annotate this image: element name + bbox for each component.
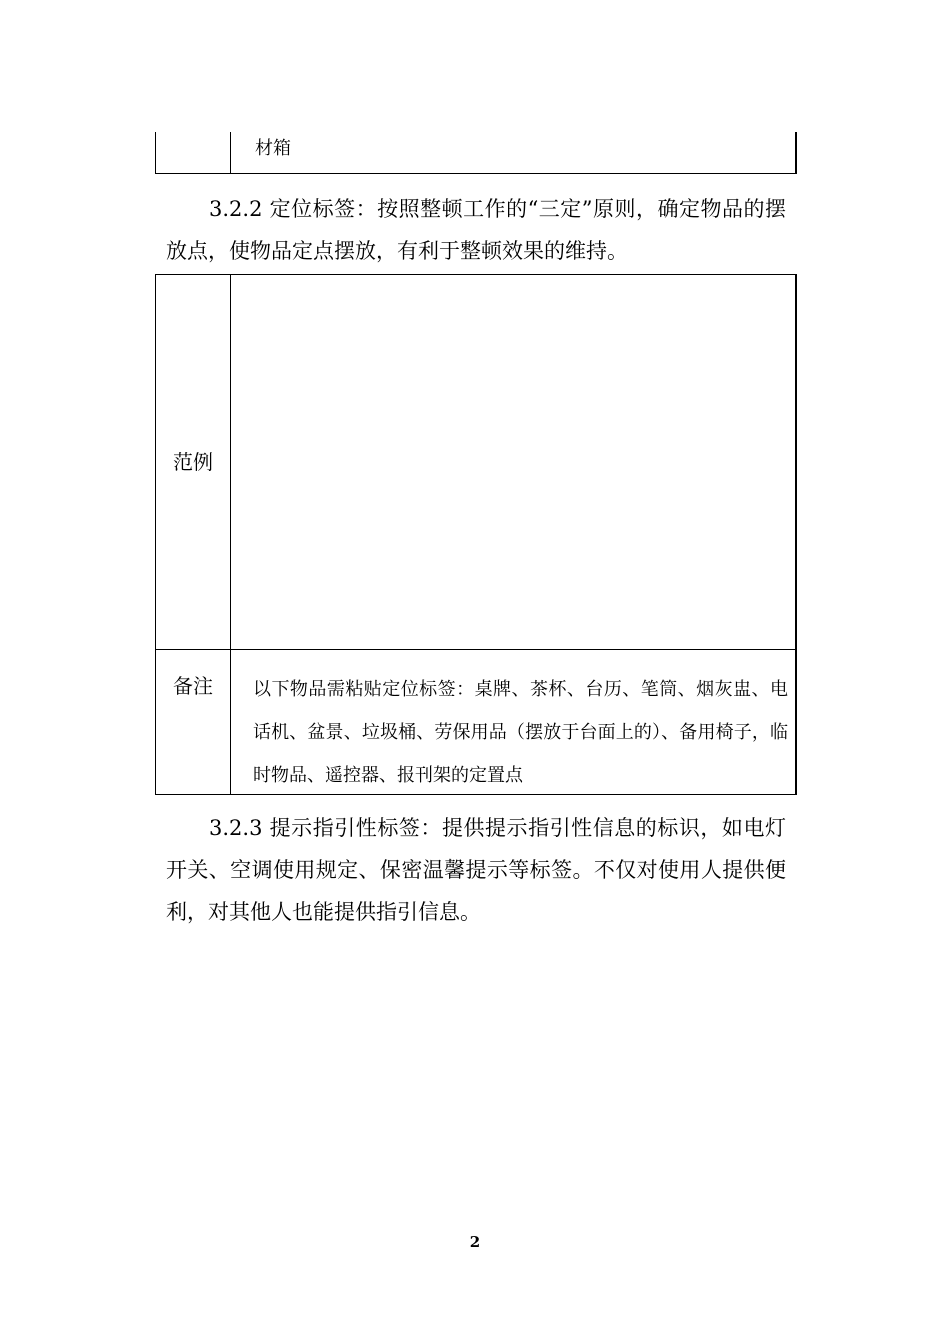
continued-table xyxy=(155,132,797,174)
table-column-divider xyxy=(230,275,231,794)
example-label: 范例 xyxy=(173,450,213,474)
section-3-2-3-paragraph: 3.2.3 提示指引性标签：提供提示指引性信息的标识，如电灯开关、空调使用规定、保密温馨提示等标签。不仅对使用人提供便利，对其他人也能提供指引信息。 xyxy=(166,816,786,924)
table-cell-text: 材箱 xyxy=(255,138,291,159)
table-column-divider xyxy=(230,132,231,173)
table-row-divider xyxy=(156,649,795,650)
notes-text: 以下物品需粘贴定位标签：桌牌、茶杯、台历、笔筒、烟灰盅、电话机、盆景、垃圾桶、劳保用品（摆放于台面上的）、备用椅子，临时物品、遥控器、报刊架的定置点 xyxy=(253,679,788,786)
section-3-2-2-paragraph: 3.2.2 定位标签：按照整顿工作的“三定”原则，确定物品的摆放点，使物品定点摆放，有利于整顿效果的维持。 xyxy=(166,197,786,263)
page-number: 2 xyxy=(469,1233,481,1251)
positioning-label-table xyxy=(155,274,797,795)
notes-label: 备注 xyxy=(173,674,213,698)
